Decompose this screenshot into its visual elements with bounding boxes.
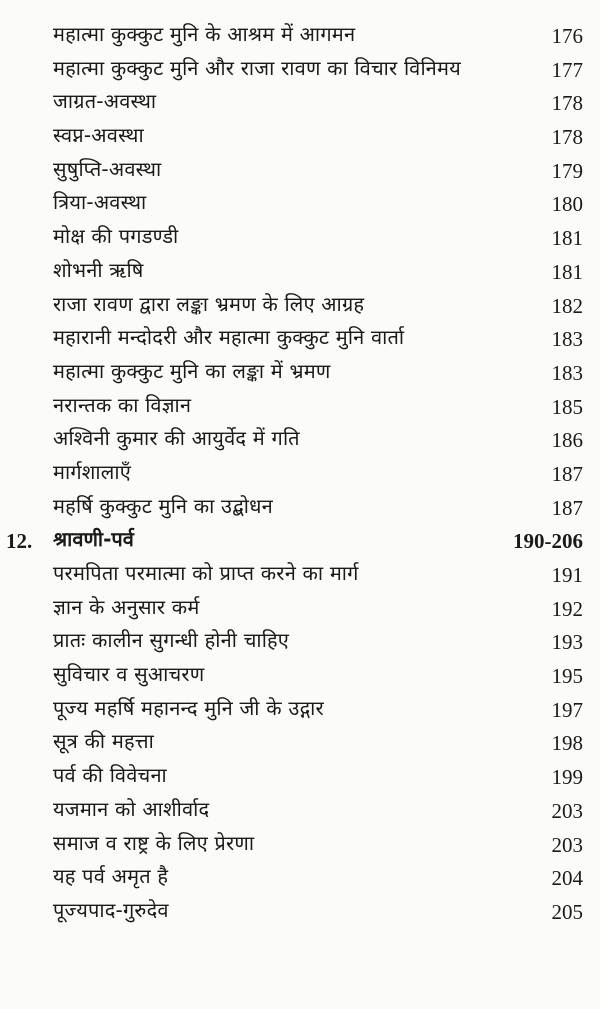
toc-entry <box>0 692 600 726</box>
toc-entry <box>0 894 600 928</box>
toc-entry-page: 198 <box>551 731 583 756</box>
toc-entry-page: 187 <box>551 495 583 520</box>
toc-entry <box>0 658 600 692</box>
table-of-contents <box>0 18 600 928</box>
toc-entry-title: अश्विनी कुमार की आयुर्वेद में गति <box>53 426 300 451</box>
toc-entry-page: 199 <box>551 765 583 790</box>
toc-entry <box>0 254 600 288</box>
toc-entry-page: 203 <box>551 832 583 857</box>
toc-entry <box>0 52 600 86</box>
chapter-heading <box>0 523 600 557</box>
toc-entry <box>0 153 600 187</box>
toc-entry-title: पूज्य महर्षि महानन्द मुनि जी के उद्गार <box>53 695 324 720</box>
toc-entry-title: मार्गशालाएँ <box>53 459 131 484</box>
toc-entry-title: सुषुप्ति-अवस्था <box>53 156 162 181</box>
toc-entry-title: जाग्रत-अवस्था <box>53 89 157 114</box>
toc-entry-title: महात्मा कुक्कुट मुनि का लङ्का में भ्रमण <box>53 358 331 383</box>
toc-entry-page: 205 <box>551 899 583 924</box>
toc-entry <box>0 186 600 220</box>
toc-entry-page: 185 <box>551 394 583 419</box>
chapter-number: 12. <box>6 529 33 554</box>
toc-entry-page: 187 <box>551 461 583 486</box>
toc-entry-title: महात्मा कुक्कुट मुनि और राजा रावण का विचार विनिमय <box>53 55 461 80</box>
toc-entry-title: शोभनी ऋषि <box>53 257 144 282</box>
toc-entry-page: 197 <box>551 697 583 722</box>
toc-entry <box>0 490 600 524</box>
toc-entry <box>0 355 600 389</box>
toc-entry-title: स्वप्न-अवस्था <box>53 123 144 148</box>
toc-entry-page: 183 <box>551 327 583 352</box>
toc-entry <box>0 18 600 52</box>
toc-entry-page: 178 <box>551 125 583 150</box>
toc-entry-page: 195 <box>551 664 583 689</box>
toc-entry-title: ज्ञान के अनुसार कर्म <box>53 594 200 619</box>
toc-entry <box>0 321 600 355</box>
toc-entry <box>0 860 600 894</box>
toc-entry-title: राजा रावण द्वारा लङ्का भ्रमण के लिए आग्रह <box>53 291 365 316</box>
toc-entry <box>0 827 600 861</box>
toc-entry-page: 192 <box>551 596 583 621</box>
toc-entry-title: समाज व राष्ट्र के लिए प्रेरणा <box>53 830 255 855</box>
toc-entry-title: सूत्र की महत्ता <box>53 729 154 754</box>
toc-entry-page: 193 <box>551 630 583 655</box>
toc-entry-page: 181 <box>551 259 583 284</box>
toc-entry-page: 183 <box>551 360 583 385</box>
toc-entry-page: 204 <box>551 866 583 891</box>
chapter-page-range: 190-206 <box>513 529 583 554</box>
toc-entry <box>0 220 600 254</box>
toc-entry-title: यजमान को आशीर्वाद <box>53 796 210 821</box>
toc-entry-title: सुविचार व सुआचरण <box>53 662 205 687</box>
toc-entry-page: 191 <box>551 563 583 587</box>
toc-entry <box>0 759 600 793</box>
toc-entry-page: 179 <box>551 158 583 183</box>
toc-entry-title: यह पर्व अमृत है <box>53 864 169 889</box>
toc-entry <box>0 624 600 658</box>
toc-entry <box>0 793 600 827</box>
toc-entry-page: 178 <box>551 91 583 116</box>
toc-entry <box>0 288 600 322</box>
toc-entry-title: नरान्तक का विज्ञान <box>53 392 192 417</box>
toc-entry-page: 203 <box>551 798 583 823</box>
toc-entry-page: 180 <box>551 192 583 217</box>
toc-entry <box>0 85 600 119</box>
toc-entry <box>0 591 600 625</box>
toc-entry-title: मोक्ष की पगडण्डी <box>53 224 179 249</box>
toc-entry-title: महात्मा कुक्कुट मुनि के आश्रम में आगमन <box>53 22 356 46</box>
toc-entry-page: 177 <box>551 57 583 82</box>
toc-entry <box>0 389 600 423</box>
toc-entry-page: 176 <box>551 24 583 48</box>
toc-entry <box>0 557 600 591</box>
toc-entry-title: परमपिता परमात्मा को प्राप्त करने का मार्ग <box>53 561 359 585</box>
toc-entry-page: 186 <box>551 428 583 453</box>
toc-entry-title: पर्व की विवेचना <box>53 763 167 788</box>
toc-entry-page: 181 <box>551 226 583 251</box>
toc-entry-title: त्रिया-अवस्था <box>53 190 147 215</box>
toc-entry-title: प्रातः कालीन सुगन्धी होनी चाहिए <box>53 628 290 653</box>
toc-entry-title: पूज्यपाद-गुरुदेव <box>53 897 169 922</box>
toc-entry <box>0 422 600 456</box>
toc-entry-title: महारानी मन्दोदरी और महात्मा कुक्कुट मुनि वार्ता <box>53 325 405 350</box>
toc-entry <box>0 119 600 153</box>
chapter-title: श्रावणी-पर्व <box>53 527 134 552</box>
toc-entry-title: महर्षि कुक्कुट मुनि का उद्बोधन <box>53 493 273 518</box>
toc-entry-page: 182 <box>551 293 583 318</box>
toc-entry <box>0 456 600 490</box>
toc-entry <box>0 725 600 759</box>
